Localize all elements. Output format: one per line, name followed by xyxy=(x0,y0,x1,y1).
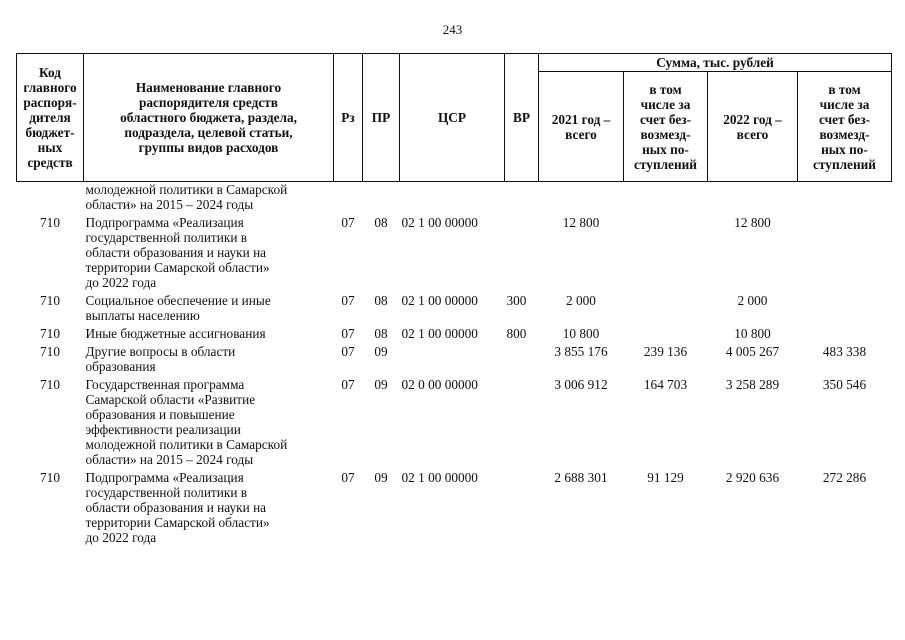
cell-2021-total: 2 000 xyxy=(566,293,596,308)
cell-vr xyxy=(505,377,539,470)
cell-code xyxy=(17,182,84,216)
cell-2021-total: 10 800 xyxy=(562,326,600,341)
cell-2022-free xyxy=(798,182,892,216)
cell-name: Подпрограмма «Реализация государственной политики в области образования и науки на территории Самарской области» до 2022 года xyxy=(85,470,270,545)
header-code: Код главного распоря- дителя бюджет- ных средств xyxy=(17,54,84,182)
table-body xyxy=(17,182,892,549)
cell-name: молодежной политики в Самарской области» на 2015 – 2024 годы xyxy=(85,182,288,212)
cell-csr: 02 0 00 00000 xyxy=(401,377,478,392)
cell-2022-free: 350 546 xyxy=(822,377,867,392)
cell-csr: 02 1 00 00000 xyxy=(401,215,478,230)
table-row xyxy=(17,293,892,326)
cell-2022-total: 4 005 267 xyxy=(725,344,780,359)
cell-code: 710 xyxy=(40,293,60,308)
cell-name: Иные бюджетные ассигнования xyxy=(85,326,266,341)
cell-rz: 07 xyxy=(341,470,355,485)
cell-name: Государственная программа Самарской области «Развитие образования и повышение эффективности реализации молодежной политики в Самарской области» на 2015 – 2024 годы xyxy=(85,377,288,467)
header-2021-free: в том числе за счет без- возмезд- ных по- ступлений xyxy=(624,72,708,182)
cell-2022-total: 2 920 636 xyxy=(725,470,780,485)
cell-pr: 09 xyxy=(374,377,388,392)
cell-vr: 300 xyxy=(506,293,527,308)
header-2022-total: 2022 год – всего xyxy=(708,72,798,182)
cell-2022-free xyxy=(798,326,892,344)
cell-csr: 02 1 00 00000 xyxy=(401,326,478,341)
cell-vr: 800 xyxy=(506,326,527,341)
cell-pr: 08 xyxy=(374,326,388,341)
cell-2022-free: 483 338 xyxy=(822,344,867,359)
header-name: Наименование главного распорядителя средств областного бюджета, раздела, подраздела, целевой статьи, группы видов расходов xyxy=(84,54,334,182)
cell-2021-total: 3 855 176 xyxy=(554,344,608,359)
cell-vr xyxy=(505,215,539,293)
cell-2021-free: 164 703 xyxy=(643,377,688,392)
header-vr: ВР xyxy=(505,54,539,182)
cell-2021-free xyxy=(624,215,708,293)
budget-table xyxy=(16,53,892,548)
cell-pr xyxy=(363,182,400,216)
table-row xyxy=(17,215,892,293)
cell-rz xyxy=(334,182,363,216)
cell-vr xyxy=(505,470,539,548)
header-2022-free: в том числе за счет без- возмезд- ных по- ступлений xyxy=(798,72,892,182)
table-row xyxy=(17,470,892,548)
cell-vr xyxy=(505,344,539,377)
table-row xyxy=(17,344,892,377)
cell-2022-free xyxy=(798,293,892,326)
cell-rz: 07 xyxy=(341,293,355,308)
cell-2021-free: 91 129 xyxy=(647,470,684,485)
cell-name: Социальное обеспечение и иные выплаты населению xyxy=(85,293,271,323)
table-row xyxy=(17,377,892,470)
cell-2021-free xyxy=(624,293,708,326)
cell-pr: 09 xyxy=(374,470,388,485)
cell-name: Подпрограмма «Реализация государственной политики в области образования и науки на территории Самарской области» до 2022 года xyxy=(85,215,270,290)
header-rz: Рз xyxy=(334,54,363,182)
header-csr: ЦСР xyxy=(400,54,505,182)
cell-2022-free xyxy=(798,215,892,293)
cell-2021-total: 3 006 912 xyxy=(554,377,608,392)
cell-csr xyxy=(400,344,505,377)
cell-2021-free xyxy=(624,182,708,216)
cell-rz: 07 xyxy=(341,344,355,359)
header-sum-group: Сумма, тыс. рублей xyxy=(539,54,892,72)
cell-pr: 08 xyxy=(374,215,388,230)
cell-2021-free: 239 136 xyxy=(643,344,688,359)
cell-vr xyxy=(505,182,539,216)
table-row xyxy=(17,182,892,216)
cell-rz: 07 xyxy=(341,377,355,392)
cell-pr: 09 xyxy=(374,344,388,359)
cell-2022-total xyxy=(708,182,798,216)
cell-name: Другие вопросы в области образования xyxy=(85,344,236,374)
cell-pr: 08 xyxy=(374,293,388,308)
header-2021-total: 2021 год – всего xyxy=(539,72,624,182)
page-number: 243 xyxy=(442,22,463,37)
cell-code: 710 xyxy=(40,470,60,485)
cell-2022-total: 3 258 289 xyxy=(725,377,780,392)
cell-2021-total xyxy=(539,182,624,216)
cell-2021-total: 12 800 xyxy=(562,215,600,230)
table-row xyxy=(17,326,892,344)
cell-csr xyxy=(400,182,505,216)
cell-2022-free: 272 286 xyxy=(822,470,867,485)
cell-code: 710 xyxy=(40,326,60,341)
cell-2021-free xyxy=(624,326,708,344)
cell-rz: 07 xyxy=(341,215,355,230)
header-pr: ПР xyxy=(363,54,400,182)
cell-2022-total: 2 000 xyxy=(737,293,768,308)
cell-2022-total: 12 800 xyxy=(734,215,771,230)
cell-2021-total: 2 688 301 xyxy=(554,470,608,485)
cell-csr: 02 1 00 00000 xyxy=(401,470,478,485)
cell-code: 710 xyxy=(40,215,60,230)
cell-code: 710 xyxy=(40,377,60,392)
cell-2022-total: 10 800 xyxy=(734,326,771,341)
cell-rz: 07 xyxy=(341,326,355,341)
cell-csr: 02 1 00 00000 xyxy=(401,293,478,308)
cell-code: 710 xyxy=(40,344,60,359)
